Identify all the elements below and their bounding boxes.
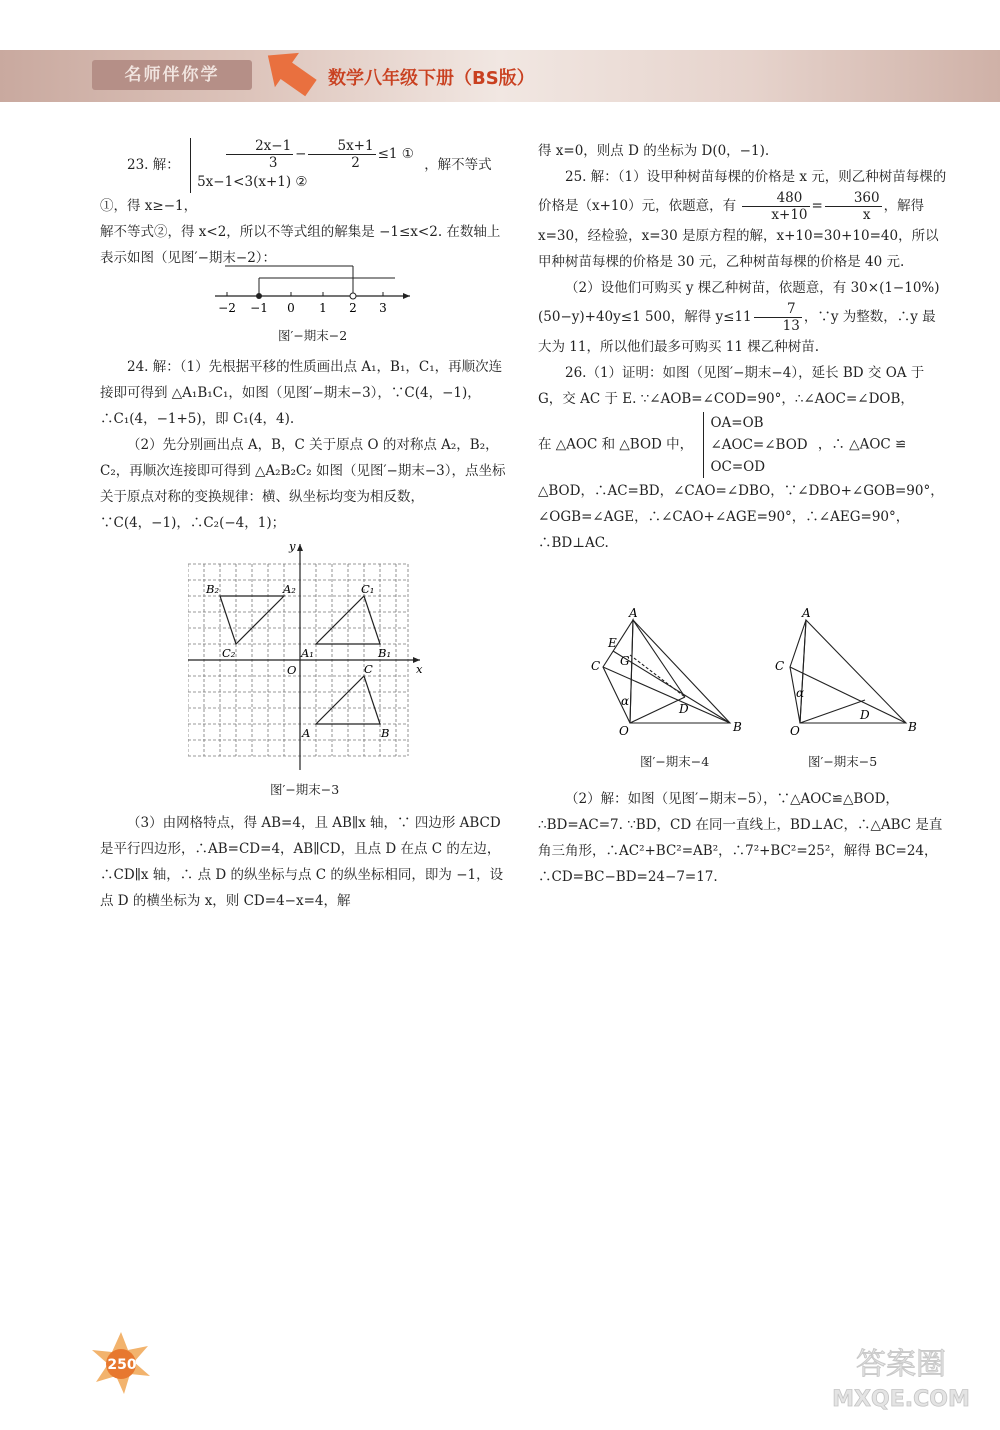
congruence-conditions: OA=OB ∠AOC=∠BOD OC=OD bbox=[703, 412, 807, 478]
number-line-figure bbox=[205, 258, 420, 318]
svg-text:C: C bbox=[591, 659, 601, 673]
svg-text:答案圈: 答案圈 bbox=[856, 1347, 946, 1382]
svg-text:y: y bbox=[289, 540, 296, 553]
svg-text:α: α bbox=[621, 694, 630, 708]
triangle-figure-5 bbox=[770, 605, 930, 745]
svg-text:−2: −2 bbox=[218, 301, 236, 315]
inequality-system: $\frac{2x-1}{3}$ − $\frac{5x+1}{2}$ ≤1 ① 5x−1<3(x+1) ② bbox=[190, 138, 414, 193]
svg-text:x: x bbox=[416, 662, 423, 676]
svg-text:D: D bbox=[679, 702, 689, 716]
svg-text:C: C bbox=[364, 662, 373, 676]
svg-text:B₂: B₂ bbox=[206, 582, 220, 596]
svg-text:2: 2 bbox=[349, 301, 357, 315]
page-number: 250 bbox=[107, 1357, 137, 1373]
svg-text:B: B bbox=[908, 720, 917, 734]
svg-text:0: 0 bbox=[287, 301, 295, 315]
svg-text:A: A bbox=[302, 726, 311, 740]
svg-text:E: E bbox=[608, 636, 617, 650]
watermark-logo bbox=[826, 1340, 976, 1418]
left-column bbox=[100, 138, 510, 271]
coordinate-grid-figure bbox=[188, 540, 428, 772]
svg-text:B: B bbox=[381, 726, 390, 740]
triangle-figure-4 bbox=[585, 605, 750, 745]
svg-text:B: B bbox=[733, 720, 742, 734]
svg-text:A₁: A₁ bbox=[301, 646, 314, 660]
svg-text:−1: −1 bbox=[250, 301, 268, 315]
figure-caption: 图′−期末−2 bbox=[278, 328, 348, 343]
q24-text: 24. 解：（1）先根据平移的性质画出点 A₁，B₁，C₁，再顺次连接即可得到 △A₁B₁C₁，如图（见图′−期末−3），∵C(4，−1)，∴C₁(4，−1+5)，即 C₁(4，4). （2）先分别画出点 A，B，C 关于原点 O 的对称点 A₂，B₂，C₂，再顺次连接即可得到 △A₂B₂C₂ 如图（见图′−期末−3），点坐标关于原点对称的变换规律：横、纵坐标均变为相反数，∵C(4，−1)，∴C₂(−4，1)； bbox=[100, 359, 506, 531]
svg-text:C₁: C₁ bbox=[361, 582, 375, 596]
svg-text:C: C bbox=[775, 659, 785, 673]
svg-text:α: α bbox=[796, 686, 805, 700]
svg-text:O: O bbox=[790, 724, 800, 738]
series-logo: 名师伴你学 bbox=[92, 60, 252, 90]
q26-part2: （2）解：如图（见图′−期末−5），∵△AOC≌△BOD，∴BD=AC=7. ∵BD，CD 在同一直线上，BD⊥AC，∴△ABC 是直角三角形，∴AC²+BC²=AB²，∴7²+BC²=25²，解得 BC=24，∴CD=BC−BD=24−7=17. bbox=[538, 791, 943, 885]
svg-text:1: 1 bbox=[319, 301, 327, 315]
svg-text:A: A bbox=[629, 606, 638, 620]
right-column: 得 x=0，则点 D 的坐标为 D(0，−1). 25. 解：（1）设甲种树苗每棵的价格是 x 元，则乙种树苗每棵的价格是（x+10）元，依题意，有 $\frac{480}{x+10}$ = $\frac{360}{x}$ ，解得 x=30，经检验，x=30 是原方程的解，x+10=30+10=40，所以甲种树苗每棵的价格是 30 元，乙种树苗每棵的价格是 40 元. （2）设他们可购买 y 棵乙种树苗，依题意，有 30×(1−10%)(50−y)+40y≤1 500，解得 y≤11 $\frac{7}{13}$ ，∵y 为整数，∴y 最大为 11，所以他们最多可购买 11 棵乙种树苗. 26.（1）证明：如图（见图′−期末−4），延长 BD 交 OA 于 G，交 AC 于 E. ∵∠AOB=∠COD=90°，∴∠AOC=∠DOB， 在 △AOC 和 △BOD 中， OA=OB ∠AOC=∠BOD OC=OD ，∴ △AOC ≌ △BOD，∴AC=BD，∠CAO=∠DBO，∵∠DBO+∠GOB=90°，∠OGB=∠AGE，∴∠CAO+∠AGE=90°，∴∠AEG=90°，∴BD⊥AC. bbox=[538, 143, 947, 551]
svg-text:G: G bbox=[620, 654, 630, 668]
svg-text:O: O bbox=[287, 663, 297, 677]
svg-text:O: O bbox=[619, 724, 629, 738]
svg-text:B₁: B₁ bbox=[378, 646, 392, 660]
svg-text:A: A bbox=[802, 606, 811, 620]
svg-text:MXQE.COM: MXQE.COM bbox=[832, 1387, 970, 1412]
arrow-icon bbox=[258, 48, 322, 98]
svg-text:C₂: C₂ bbox=[222, 646, 236, 660]
q23-text: 解不等式②，得 x<2，所以不等式组的解集是 −1≤x<2. 在数轴上表示如图（见图′−期末−2）： bbox=[100, 224, 501, 266]
svg-text:D: D bbox=[860, 708, 870, 722]
figure-caption: 图′−期末−5 bbox=[808, 754, 878, 769]
figure-caption: 图′−期末−4 bbox=[640, 754, 710, 769]
svg-text:3: 3 bbox=[379, 301, 387, 315]
svg-text:A₂: A₂ bbox=[283, 582, 296, 596]
book-title: 数学八年级下册（BS版） bbox=[328, 68, 535, 89]
figure-caption: 图′−期末−3 bbox=[270, 782, 340, 797]
q23-system: 23. 解： $\frac{2x-1}{3}$ − $\frac{5x+1}{2}$ ≤1 ① 5x−1<3(x+1) ② ，解不等式①，得 x≥−1， bbox=[100, 138, 492, 214]
q24-part3: （3）由网格特点，得 AB=4，且 AB∥x 轴，∵ 四边形 ABCD 是平行四边形，∴AB=CD=4，AB∥CD，且点 D 在点 C 的左边，∴CD∥x 轴，∴ 点 D 的纵坐标与点 C 的纵坐标相同，即为 −1，设点 D 的横坐标为 x，则 CD=4−x=4，解 bbox=[100, 815, 504, 909]
